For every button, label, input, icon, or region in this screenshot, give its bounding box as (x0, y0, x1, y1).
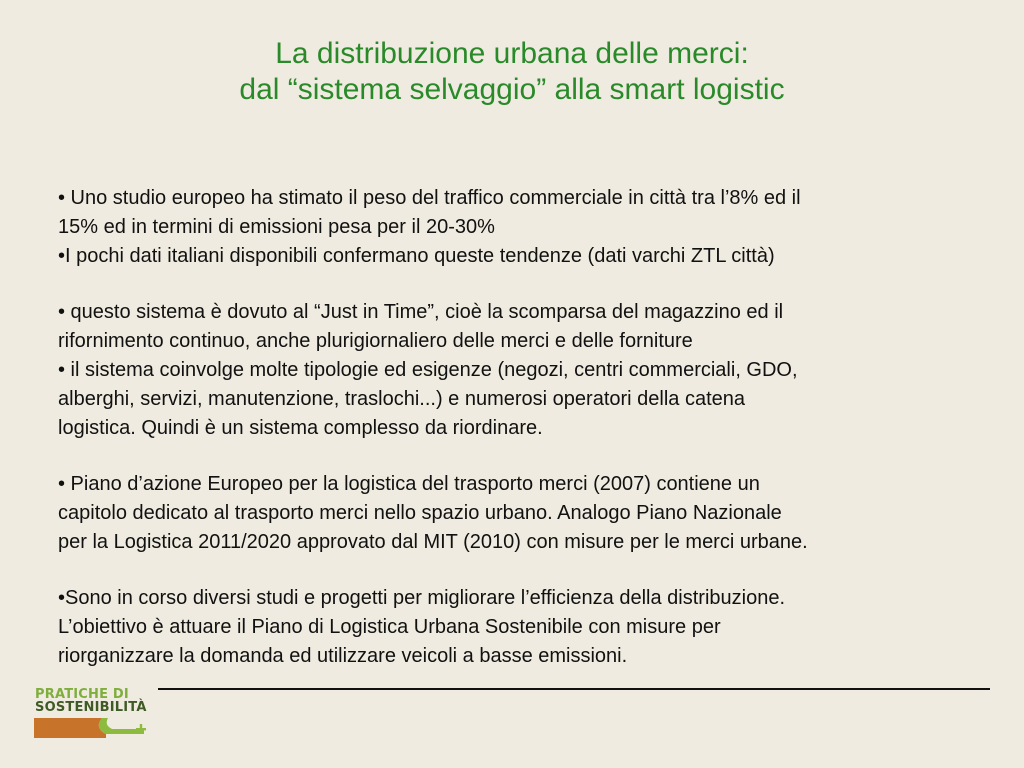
logo-line-1: PRATICHE DI (35, 687, 129, 702)
text-line: • questo sistema è dovuto al “Just in Time”, cioè la scomparsa del magazzino ed il (58, 301, 784, 323)
text-line: riorganizzare la domanda ed utilizzare veicoli a basse emissioni. (58, 645, 628, 667)
text-line: •Sono in corso diversi studi e progetti per migliorare l’efficienza della distribuzione. (58, 587, 786, 609)
text-line: logistica. Quindi è un sistema complesso da riordinare. (58, 417, 543, 439)
slide-body (58, 184, 978, 671)
text-line: •I pochi dati italiani disponibili confermano queste tendenze (dati varchi ZTL città) (58, 245, 775, 267)
slide-title (0, 36, 1024, 108)
text-line: 15% ed in termini di emissioni pesa per il 20-30% (58, 216, 495, 238)
title-line-2: dal “sistema selvaggio” alla smart logistic (239, 73, 785, 106)
title-line-1: La distribuzione urbana delle merci: (275, 37, 749, 70)
text-line: alberghi, servizi, manutenzione, traslochi...) e numerosi operatori della catena (58, 388, 746, 410)
text-line: • Piano d’azione Europeo per la logistica del trasporto merci (2007) contiene un (58, 473, 760, 495)
text-line: L’obiettivo è attuare il Piano di Logistica Urbana Sostenibile con misure per (58, 616, 721, 638)
logo-graphic (32, 716, 150, 740)
text-line: per la Logistica 2011/2020 approvato dal MIT (2010) con misure per le merci urbane. (58, 531, 808, 553)
paragraph-2 (58, 298, 978, 443)
text-line: capitolo dedicato al trasporto merci nello spazio urbano. Analogo Piano Nazionale (58, 502, 782, 524)
text-line: rifornimento continuo, anche plurigiornaliero delle merci e delle forniture (58, 330, 693, 352)
paragraph-3 (58, 470, 978, 557)
paragraph-4 (58, 584, 978, 671)
logo-line-2: SOSTENIBILITÀ (35, 700, 147, 715)
paragraph-1 (58, 184, 978, 271)
text-line: • Uno studio europeo ha stimato il peso del traffico commerciale in città tra l’8% ed il (58, 187, 801, 209)
pratiche-di-sostenibilita-logo (32, 688, 150, 740)
footer-divider (158, 688, 990, 690)
text-line: • il sistema coinvolge molte tipologie ed esigenze (negozi, centri commerciali, GDO, (58, 359, 798, 381)
